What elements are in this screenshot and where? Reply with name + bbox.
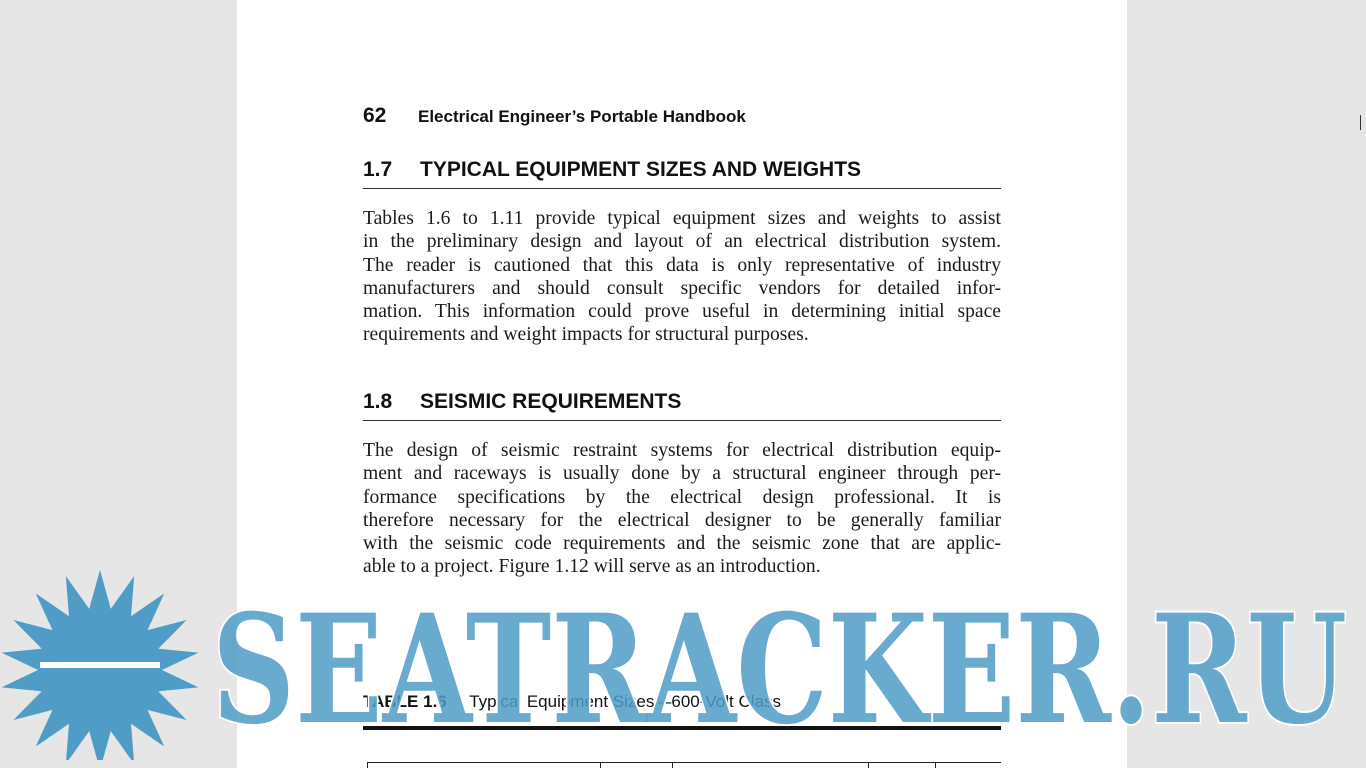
table-label: TABLE 1.6 — [363, 692, 447, 711]
paragraph-line: Tables 1.6 to 1.11 provide typical equipment sizes and weights to assist — [363, 208, 1001, 229]
text-cursor — [1360, 115, 1361, 130]
table-header-row — [367, 762, 1001, 768]
section-title: SEISMIC REQUIREMENTS — [420, 390, 682, 413]
sun-disc — [45, 615, 155, 725]
book-title: Electrical Engineer’s Portable Handbook — [418, 107, 746, 126]
paragraph-line: The reader is cautioned that this data is only representative of industry — [363, 254, 1001, 276]
paragraph-line: mation. This information could prove useful in determining initial space — [363, 301, 1001, 323]
section-number: 1.7 — [363, 158, 393, 181]
watermark-text: SEATRACKER.RU — [212, 582, 1347, 758]
paragraph-line: requirements and weight impacts for structural purposes. — [363, 324, 809, 346]
table-top-rule — [363, 726, 1001, 730]
section-1-8-paragraph — [363, 439, 1001, 579]
section-1-7-paragraph — [363, 207, 1001, 347]
sun-rays — [2, 570, 199, 760]
section-heading-1-8 — [363, 390, 1001, 421]
table-caption — [363, 692, 781, 712]
document-page — [237, 0, 1127, 768]
table-column-divider — [935, 763, 936, 768]
table-column-divider — [672, 763, 673, 768]
page-number: 62 — [363, 104, 387, 127]
paragraph-line: in the preliminary design and layout of an electrical distribution system. — [363, 231, 1001, 253]
section-number: 1.8 — [363, 390, 393, 413]
paragraph-line: with the seismic code requirements and the seismic zone that are applic- — [363, 533, 1001, 555]
section-title: TYPICAL EQUIPMENT SIZES AND WEIGHTS — [420, 158, 862, 181]
paragraph-line: The design of seismic restraint systems for electrical distribution equip- — [363, 440, 1001, 461]
running-header — [363, 104, 746, 128]
paragraph-line: formance specifications by the electrical design professional. It is — [363, 486, 1001, 508]
paragraph-line: manufacturers and should consult specific vendors for detailed infor- — [363, 277, 1001, 299]
horizon-line — [40, 662, 160, 668]
paragraph-line: able to a project. Figure 1.12 will serve as an introduction. — [363, 556, 821, 578]
paragraph-line: ment and raceways is usually done by a structural engineer through per- — [363, 463, 1001, 485]
sun-icon — [2, 570, 199, 760]
table-column-divider — [600, 763, 601, 768]
section-heading-1-7 — [363, 158, 1001, 189]
paragraph-line: therefore necessary for the electrical designer to be generally familiar — [363, 509, 1001, 531]
table-title: Typical Equipment Sizes—600-Volt Class — [469, 692, 781, 711]
table-column-divider — [868, 763, 869, 768]
